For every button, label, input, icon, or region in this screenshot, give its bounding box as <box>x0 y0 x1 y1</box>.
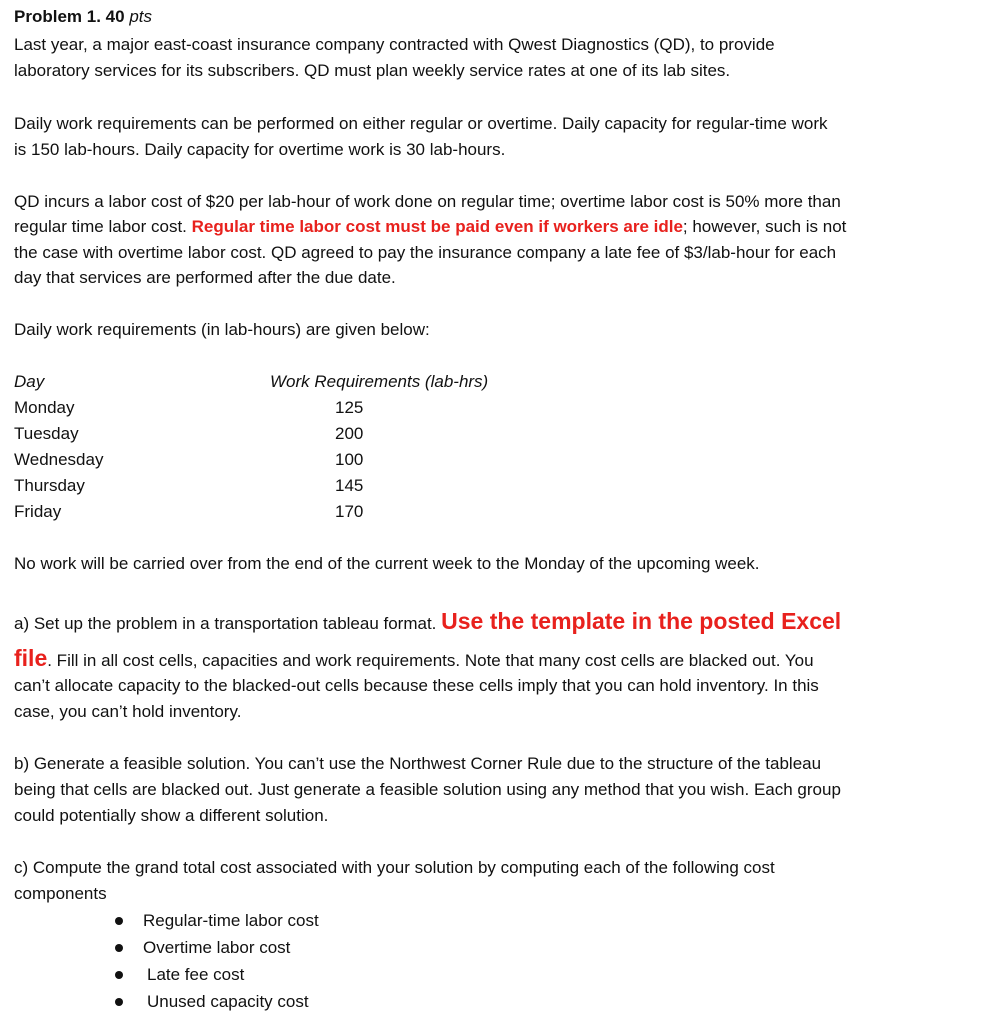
list-item: Late fee cost <box>147 965 245 984</box>
points-unit: pts <box>129 7 152 26</box>
template-instruction: Use the template in the posted Excel <box>441 608 842 634</box>
cost-line-2-post: ; however, such is not <box>682 217 847 236</box>
part-b-line-2: being that cells are blacked out. Just generate a feasible solution using any method that you wish. Each group <box>14 780 841 799</box>
cost-line-3: the case with overtime labor cost. QD agreed to pay the insurance company a late fee of $3/lab-hour for each <box>14 243 837 262</box>
carry-over-note: No work will be carried over from the end of the current week to the Monday of the upcoming week. <box>14 554 760 573</box>
problem-label: Problem 1. <box>14 7 101 26</box>
part-a-line-4: case, you can’t hold inventory. <box>14 702 242 721</box>
intro-line-1: Last year, a major east-coast insurance company contracted with Qwest Diagnostics (QD), to provide <box>14 35 775 54</box>
list-item: Regular-time labor cost <box>143 911 319 930</box>
part-c-line-1: c) Compute the grand total cost associated with your solution by computing each of the following cost <box>14 858 775 877</box>
idle-cost-emphasis: Regular time labor cost must be paid even if workers are idle <box>191 217 683 236</box>
table-header-requirements: Work Requirements (lab-hrs) <box>270 372 489 391</box>
table-header-day: Day <box>14 372 45 391</box>
part-a-pre: a) Set up the problem in a transportation tableau format. <box>14 614 442 633</box>
part-b-line-3: could potentially show a different solution. <box>14 806 329 825</box>
bullet-icon <box>115 917 123 925</box>
table-row-requirement: 170 <box>335 502 364 521</box>
cost-line-2 <box>14 214 846 240</box>
part-b-line-1: b) Generate a feasible solution. You can’t use the Northwest Corner Rule due to the structure of the tableau <box>14 754 822 773</box>
problem-title <box>14 4 152 30</box>
cost-line-2-pre: regular time labor cost. <box>14 217 192 236</box>
table-row-requirement: 125 <box>335 398 364 417</box>
table-row-day: Monday <box>14 398 75 417</box>
capacity-line-2: is 150 lab-hours. Daily capacity for overtime work is 30 lab-hours. <box>14 140 506 159</box>
table-row-day: Thursday <box>14 476 85 495</box>
table-row-day: Wednesday <box>14 450 104 469</box>
points-number: 40 <box>105 7 125 26</box>
capacity-line-1: Daily work requirements can be performed on either regular or overtime. Daily capacity for regular-time work <box>14 114 828 133</box>
cost-line-1: QD incurs a labor cost of $20 per lab-hour of work done on regular time; overtime labor cost is 50% more than <box>14 192 841 211</box>
bullet-icon <box>115 971 123 979</box>
requirements-intro: Daily work requirements (in lab-hours) are given below: <box>14 320 430 339</box>
intro-line-2: laboratory services for its subscribers. QD must plan weekly service rates at one of its lab sites. <box>14 61 731 80</box>
list-item: Unused capacity cost <box>147 992 309 1011</box>
table-row-day: Tuesday <box>14 424 79 443</box>
table-row-requirement: 200 <box>335 424 364 443</box>
table-row-requirement: 100 <box>335 450 364 469</box>
bullet-icon <box>115 944 123 952</box>
part-a-line-2-post: . Fill in all cost cells, capacities and work requirements. Note that many cost cells are blacked out. You <box>47 651 814 670</box>
table-row-requirement: 145 <box>335 476 364 495</box>
part-a-line-2 <box>14 643 814 676</box>
list-item: Overtime labor cost <box>143 938 291 957</box>
part-c-line-2: components <box>14 884 107 903</box>
cost-line-4: day that services are performed after the due date. <box>14 268 396 287</box>
template-instruction-file: file <box>14 645 48 671</box>
table-row-day: Friday <box>14 502 62 521</box>
part-a-line-3: can’t allocate capacity to the blacked-out cells because these cells imply that you can hold inventory. In this <box>14 676 819 695</box>
part-a-line-1 <box>14 606 841 639</box>
bullet-icon <box>115 998 123 1006</box>
